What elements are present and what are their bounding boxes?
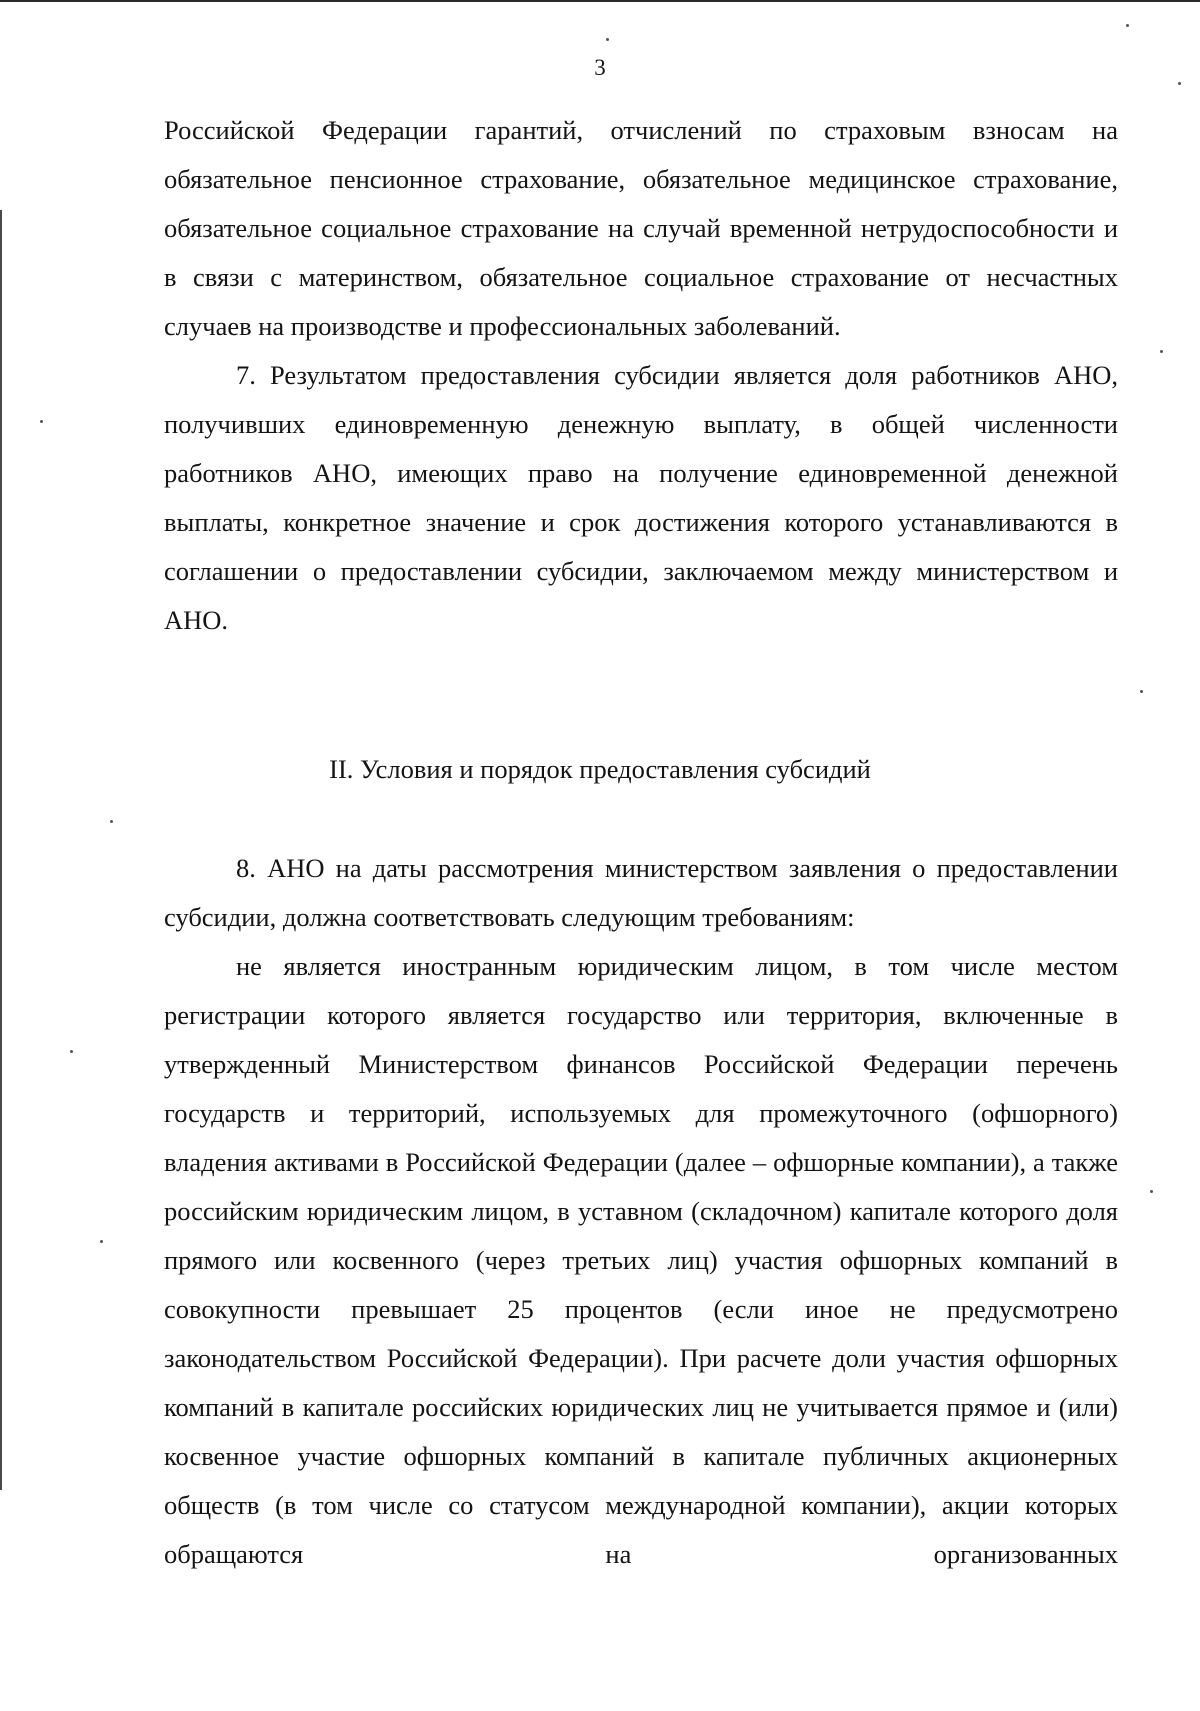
scan-top-edge bbox=[0, 0, 1200, 2]
paragraph-8-requirements: 8. АНО на даты рассмотрения министерством заявления о предоставлении субсидии, должна соответствовать следующим требованиям: bbox=[164, 853, 1118, 932]
section-heading: II. Условия и порядок предоставления субсидий bbox=[329, 754, 871, 784]
scan-speck bbox=[1178, 82, 1181, 85]
scan-speck bbox=[1140, 690, 1143, 693]
scan-speck bbox=[100, 1240, 103, 1243]
scan-left-edge bbox=[0, 210, 2, 1490]
document-body-top bbox=[164, 106, 1118, 645]
scan-speck bbox=[1126, 24, 1129, 27]
document-body-bottom bbox=[164, 844, 1118, 1579]
scan-speck bbox=[70, 1050, 73, 1053]
scan-speck bbox=[110, 820, 113, 823]
paragraph-offshore-requirement: не является иностранным юридическим лицом, в том числе местом регистрации которого является государство или территория, включенные в утвержденный Министерством финансов Российской Федерации перечень государств и территорий, используемых для промежуточного (офшорного) владения активами в Российской Федерации (далее – офшорные компании), а также российским юридическим лицом, в уставном (складочном) капитале которого доля прямого или косвенного (через третьих лиц) участия офшорных компаний в совокупности превышает 25 процентов (если иное не предусмотрено законодательством Российской Федерации). При расчете доли участия офшорных компаний в капитале российских юридических лиц не учитывается прямое и (или) косвенное участие офшорных компаний в капитале публичных акционерных обществ (в том числе со статусом международной компании), акции которых обращаются на организованных bbox=[164, 951, 1118, 1569]
scan-speck bbox=[1160, 350, 1163, 353]
scan-speck bbox=[1150, 1190, 1153, 1193]
scan-speck bbox=[606, 38, 609, 41]
scan-speck bbox=[40, 420, 43, 423]
paragraph-guarantees: Российской Федерации гарантий, отчислений по страховым взносам на обязательное пенсионное страхование, обязательное медицинское страхование, обязательное социальное страхование на случай временной нетрудоспособности и в связи с материнством, обязательное социальное страхование от несчастных случаев на производстве и профессиональных заболеваний. bbox=[164, 115, 1118, 341]
paragraph-7-subsidy-result: 7. Результатом предоставления субсидии является доля работников АНО, получивших единовременную денежную выплату, в общей численности работников АНО, имеющих право на получение единовременной денежной выплаты, конкретное значение и срок достижения которого устанавливаются в соглашении о предоставлении субсидии, заключаемом между министерством и АНО. bbox=[164, 360, 1118, 635]
page-number: 3 bbox=[594, 55, 606, 80]
